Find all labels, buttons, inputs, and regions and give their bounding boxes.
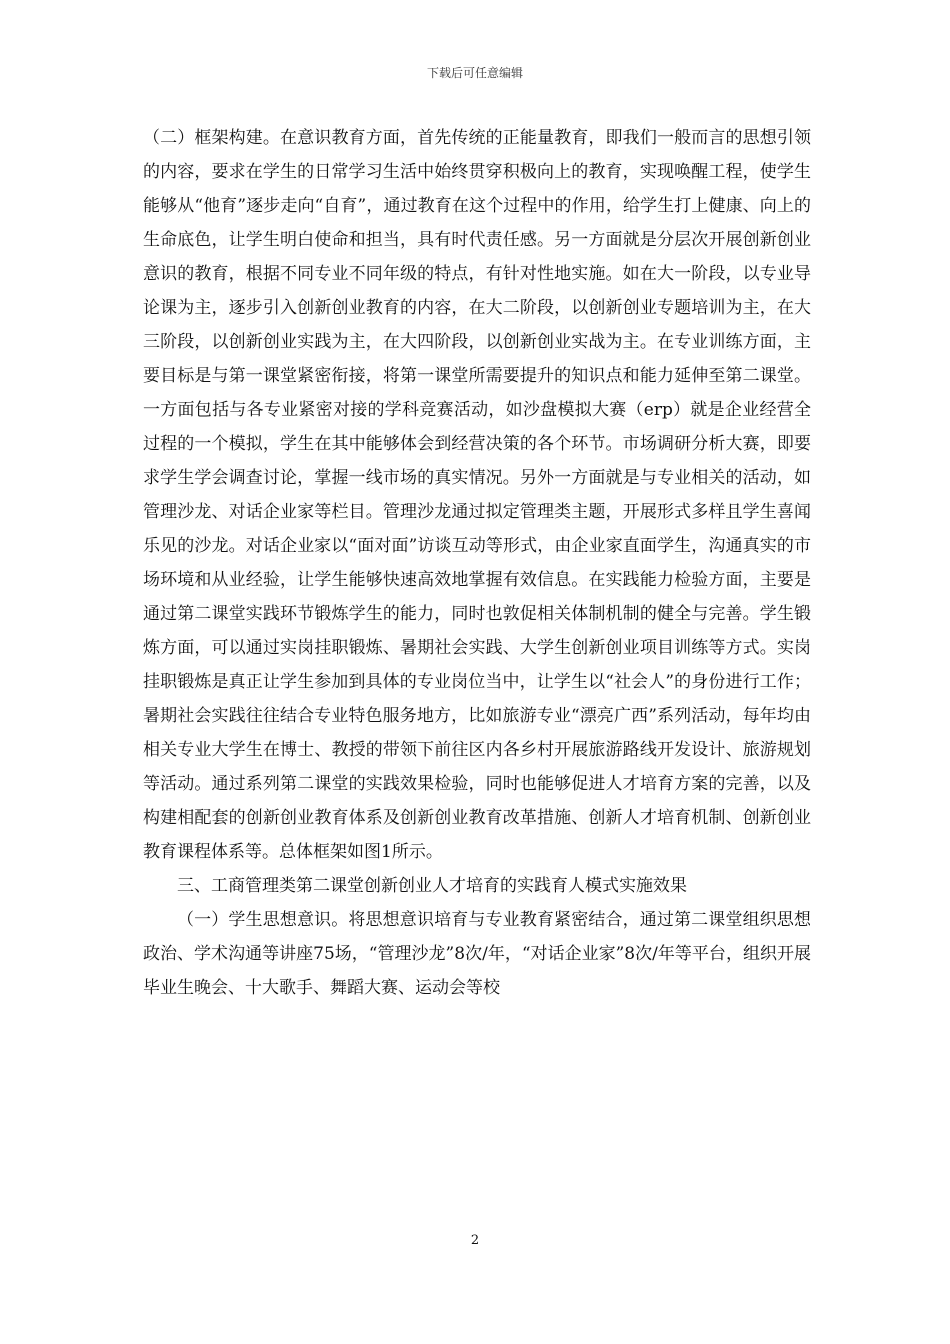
paragraph-framework: （二）框架构建。在意识教育方面，首先传统的正能量教育，即我们一般而言的思想引领的内容，要求在学生的日常学习生活中始终贯穿积极向上的教育，实现唤醒工程，使学生能够从“他育”逐步走向“自育”，通过教育在这个过程中的作用，给学生打上健康、向上的生命底色，让学生明白使命和担当，具有时代责任感。另一方面就是分层次开展创新创业意识的教育，根据不同专业不同年级的特点，有针对性地实施。如在大一阶段，以专业导论课为主，逐步引入创新创业教育的内容，在大二阶段，以创新创业专题培训为主，在大三阶段，以创新创业实践为主，在大四阶段，以创新创业实战为主。在专业训练方面，主要目标是与第一课堂紧密衔接，将第一课堂所需要提升的知识点和能力延伸至第二课堂。一方面包括与各专业紧密对接的学科竞赛活动，如沙盘模拟大赛（erp）就是企业经营全过程的一个模拟，学生在其中能够体会到经营决策的各个环节。市场调研分析大赛，即要求学生学会调查讨论，掌握一线市场的真实情况。另外一方面就是与专业相关的活动，如管理沙龙、对话企业家等栏目。管理沙龙通过拟定管理类主题，开展形式多样且学生喜闻乐见的沙龙。对话企业家以“面对面”访谈互动等形式，由企业家直面学生，沟通真实的市场环境和从业经验，让学生能够快速高效地掌握有效信息。在实践能力检验方面，主要是通过第二课堂实践环节锻炼学生的能力，同时也敦促相关体制机制的健全与完善。学生锻炼方面，可以通过实岗挂职锻炼、暑期社会实践、大学生创新创业项目训练等方式。实岗挂职锻炼是真正让学生参加到具体的专业岗位当中，让学生以“社会人”的身份进行工作；暑期社会实践往往结合专业特色服务地方，比如旅游专业“漂亮广西”系列活动，每年均由相关专业大学生在博士、教授的带领下前往区内各乡村开展旅游路线开发设计、旅游规划等活动。通过系列第二课堂的实践效果检验，同时也能够促进人才培育方案的完善，以及构建相配套的创新创业教育体系及创新创业教育改革措施、创新人才培育机制、创新创业教育课程体系等。总体框架如图1所示。 — [143, 128, 811, 862]
document-body — [143, 121, 811, 1005]
section-heading-3: 三、工商管理类第二课堂创新创业人才培育的实践育人模式实施效果 — [177, 876, 687, 896]
paragraph-student-awareness: （一）学生思想意识。将思想意识培育与专业教育紧密结合，通过第二课堂组织思想政治、学术沟通等讲座75场，“管理沙龙”8次/年，“对话企业家”8次/年等平台，组织开展毕业生晚会、十大歌手、舞蹈大赛、运动会等校 — [143, 910, 811, 998]
page-number: 2 — [470, 1233, 480, 1248]
page-header: 下载后可任意编辑 — [426, 66, 523, 80]
